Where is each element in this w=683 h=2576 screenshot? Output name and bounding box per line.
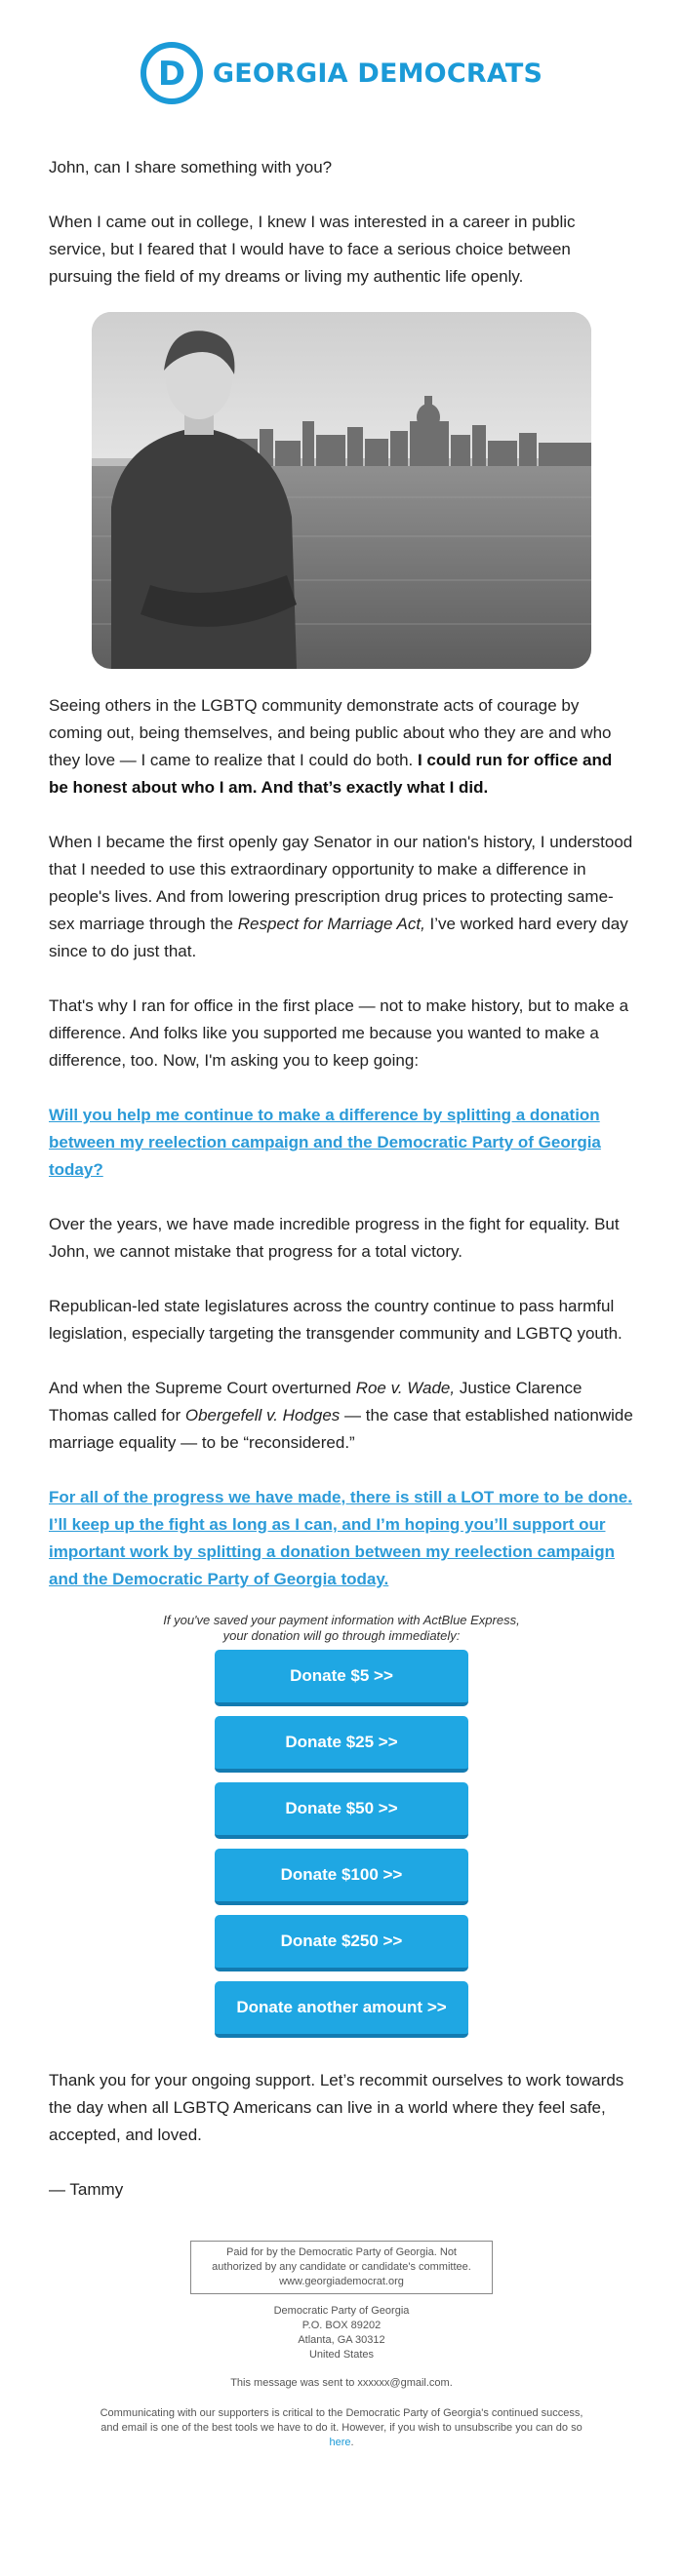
donate-buttons: [49, 1650, 634, 2048]
mailing-address: [0, 2304, 683, 2362]
photo-container: [49, 312, 634, 669]
donate-25-button[interactable]: Donate $25 >>: [215, 1716, 468, 1773]
actblue-note: [49, 1613, 634, 1644]
email-body: [0, 154, 683, 2204]
supreme-court-text-1: And when the Supreme Court overturned: [49, 1379, 356, 1397]
address-org: Democratic Party of Georgia: [273, 2305, 410, 2317]
address-country: United States: [308, 2349, 375, 2361]
supreme-court-text-2: Justice Clarence Thomas called for: [49, 1379, 583, 1425]
paragraph-senator: [49, 829, 634, 965]
donate-250-button[interactable]: Donate $250 >>: [215, 1915, 468, 1971]
respect-for-marriage-act: Respect for Marriage Act,: [237, 915, 425, 933]
paragraph-progress: Over the years, we have made incredible progress in the fight for equality. But John, we cannot mistake that progress for a total victory.: [49, 1215, 620, 1261]
portrait-photo-image: [92, 312, 591, 669]
roe-v-wade: Roe v. Wade,: [355, 1379, 456, 1397]
donate-50-button[interactable]: Donate $50 >>: [215, 1782, 468, 1839]
democrats-d-logo-icon: [141, 42, 203, 104]
paragraph-senator-end: I’ve worked hard every day since to do just that.: [49, 915, 628, 960]
paragraph-legislatures: Republican-led state legislatures across the country continue to pass harmful legislation, especially targeting the transgender community and LGBTQ youth.: [49, 1297, 623, 1343]
email-footer: [0, 2241, 683, 2450]
paragraph-thanks: Thank you for your ongoing support. Let’s recommit ourselves to work towards the day when all LGBTQ Americans can live in a world where they feel safe, accepted, and loved.: [49, 2071, 624, 2144]
donation-cta-link-1[interactable]: Will you help me continue to make a difference by splitting a donation between my reelection campaign and the Democratic Party of Georgia today?: [49, 1106, 601, 1179]
donate-100-button[interactable]: Donate $100 >>: [215, 1849, 468, 1905]
sent-to-notice: This message was sent to xxxxxx@gmail.com.: [230, 2377, 453, 2389]
address-city: Atlanta, GA 30312: [298, 2334, 385, 2346]
paragraph-courage-bold: I could run for office and be honest about who I am. And that’s exactly what I did.: [49, 751, 613, 797]
unsubscribe-text: Communicating with our supporters is critical to the Democratic Party of Georgia's continued success, and email is one of the best tools we have to do it. However, if you wish to unsubscribe you can do so: [100, 2407, 583, 2434]
supreme-court-text-3: — the case that established nationwide marriage equality — to be “reconsidered.”: [49, 1406, 633, 1452]
actblue-note-line-2: your donation will go through immediately:: [222, 1628, 461, 1643]
donate-other-amount-button[interactable]: Donate another amount >>: [215, 1981, 468, 2038]
greeting: John, can I share something with you?: [49, 158, 333, 176]
svg-text:D: D: [157, 55, 186, 94]
paragraph-supreme-court: [49, 1375, 634, 1457]
paid-for-disclaimer: Paid for by the Democratic Party of Georgia. Not authorized by any candidate or candidate's committee. www.georgiademocrat.org: [190, 2241, 493, 2294]
paragraph-intro: When I came out in college, I knew I was interested in a career in public service, but I feared that I would have to face a serious choice between pursuing the field of my dreams or living my authentic life openly.: [49, 213, 576, 286]
address-po-box: P.O. BOX 89202: [301, 2320, 382, 2331]
paragraph-why-ran: That's why I ran for office in the first place — not to make history, but to make a difference. And folks like you supported me because you wanted to make a difference, too. Now, I'm asking you to keep going:: [49, 996, 629, 1070]
paragraph-senator-text: When I became the first openly gay Senator in our nation's history, I understood that I needed to use this extraordinary opportunity to make a difference in people's lives. And from lowering prescription drug prices to protecting same-sex marriage through the: [49, 833, 633, 933]
logo-wordmark: GEORGIA DEMOCRATS: [212, 58, 543, 89]
unsubscribe-link[interactable]: here: [329, 2437, 351, 2448]
email-header: [0, 0, 683, 109]
unsubscribe-end: .: [350, 2437, 354, 2448]
black-white-portrait-photo: [92, 312, 591, 669]
donation-cta-link-2[interactable]: For all of the progress we have made, there is still a LOT more to be done. I’ll keep up the fight as long as I can, and I’m hoping you’ll support our important work by splitting a donation between my reelection campaign and the Democratic Party of Georgia today.: [49, 1488, 632, 1588]
obergefell-v-hodges: Obergefell v. Hodges: [184, 1406, 341, 1425]
paragraph-courage-text: Seeing others in the LGBTQ community demonstrate acts of courage by coming out, being themselves, and being public about who they are and who they love — I came to realize that I could do both.: [49, 696, 612, 769]
paragraph-courage: [49, 692, 634, 801]
actblue-note-line-1: If you've saved your payment information with ActBlue Express,: [163, 1613, 520, 1627]
unsubscribe-notice: [0, 2406, 683, 2450]
donate-5-button[interactable]: Donate $5 >>: [215, 1650, 468, 1706]
signoff: — Tammy: [49, 2180, 124, 2199]
